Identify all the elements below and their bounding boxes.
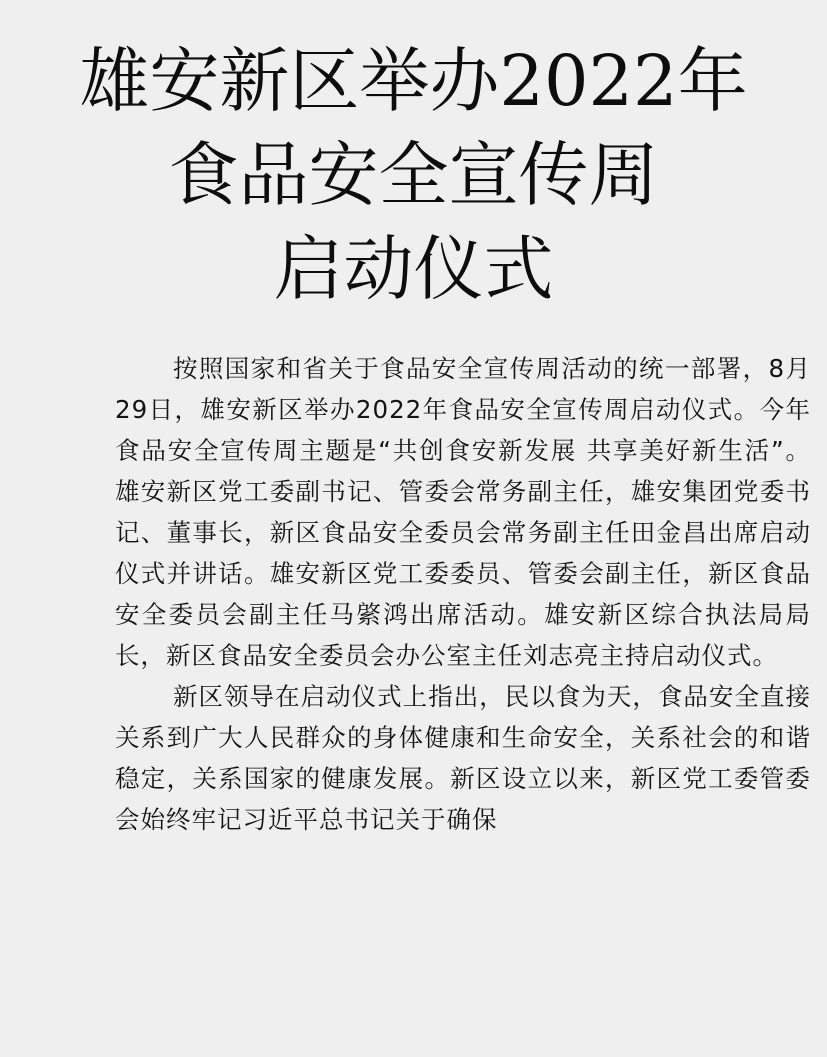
paragraph-2: 新区领导在启动仪式上指出，民以食为天，食品安全直接关系到广大人民群众的身体健康和生命安全，关系社会的和谐稳定，关系国家的健康发展。新区设立以来，新区党工委管委会始终牢记习近平总书记关于确保 — [115, 682, 811, 834]
article-title — [0, 34, 827, 316]
paragraph-1: 按照国家和省关于食品安全宣传周活动的统一部署，8月29日，雄安新区举办2022年食品安全宣传周启动仪式。今年食品安全宣传周主题是“共创食安新发展 共享美好新生活”。雄安新区党工委副书记、管委会常务副主任，雄安集团党委书记、董事长，新区食品安全委员会常务副主任田金昌出席启动仪式并讲话。雄安新区党工委委员、管委会副主任，新区食品安全委员会副主任马綮鸿出席活动。雄安新区综合执法局局长，新区食品安全委员会办公室主任刘志亮主持启动仪式。 — [115, 354, 811, 670]
article-body — [115, 348, 811, 840]
title-line-1: 雄安新区举办2022年 — [79, 40, 748, 122]
title-line-3: 启动仪式 — [273, 228, 554, 310]
title-line-2: 食品安全宣传周 — [168, 134, 659, 216]
